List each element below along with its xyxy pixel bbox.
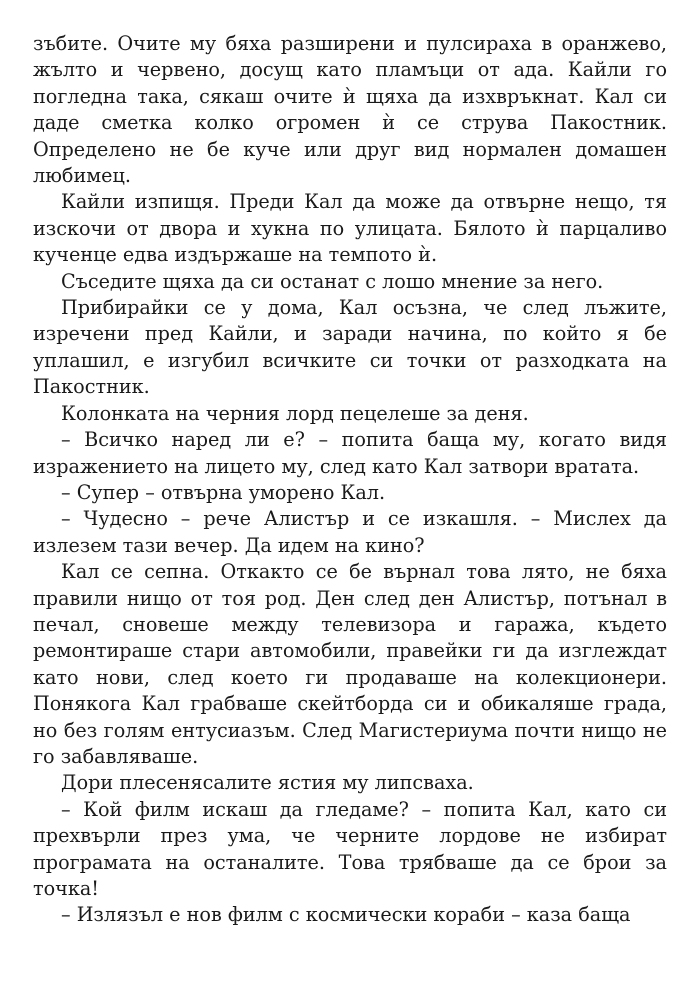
book-page [33, 31, 667, 929]
paragraph-11: – Кой филм искаш да гледаме? – попита Кал, като си прехвърли през ума, че черните лордове не избират програмата на останалите. Това трябваше да се брои за точка! [33, 797, 667, 900]
paragraph-10: Дори плесенясалите ястия му липсваха. [61, 771, 474, 795]
paragraph-7: – Супер – отвърна уморено Кал. [61, 480, 386, 504]
paragraph-6: – Всичко наред ли е? – попита баща му, когато видя изражението на лицето му, след като Кал затвори вратата. [33, 428, 667, 478]
paragraph-8: – Чудесно – рече Алистър и се изкашля. – Мислех да излезем тази вечер. Да идем на кино? [33, 507, 667, 557]
paragraph-2: Кайли изпищя. Преди Кал да може да отвърне нещо, тя изскочи от двора и хукна по улицата. Бялото ѝ парцаливо кученце едва издържаше на темпото ѝ. [33, 190, 667, 267]
paragraph-1: зъбите. Очите му бяха разширени и пулсираха в оранжево, жълто и червено, досущ като пламъци от ада. Кайли го погледна така, сякаш очите ѝ щяха да изхвръкнат. Кал си даде сметка колко огромен ѝ се струва Пакостник. Определено не бе куче или друг вид нормален домашен любимец. [33, 32, 667, 188]
paragraph-9: Кал се сепна. Откакто се бе върнал това лято, не бяха правили нищо от тоя род. Ден след ден Алистър, потънал в печал, сновеше между телевизора и гаража, където ремонтираше стари автомобили, правейки ги да изглеждат като нови, след което ги продаваше на колекционери. Понякога Кал грабваше скейтборда си и обикаляше града, но без голям ентусиазъм. След Магистериума почти нищо не го забавляваше. [33, 560, 667, 768]
paragraph-3: Съседите щяха да си останат с лошо мнение за него. [61, 269, 604, 293]
paragraph-5: Колонката на черния лорд пецелеше за деня. [61, 401, 529, 425]
paragraph-12: – Излязъл е нов филм с космически кораби – каза баща [61, 903, 631, 927]
paragraph-4: Прибирайки се у дома, Кал осъзна, че след лъжите, изречени пред Кайли, и заради начина, по който я бе уплашил, е изгубил всичките си точки от разходката на Пакостник. [33, 296, 667, 399]
